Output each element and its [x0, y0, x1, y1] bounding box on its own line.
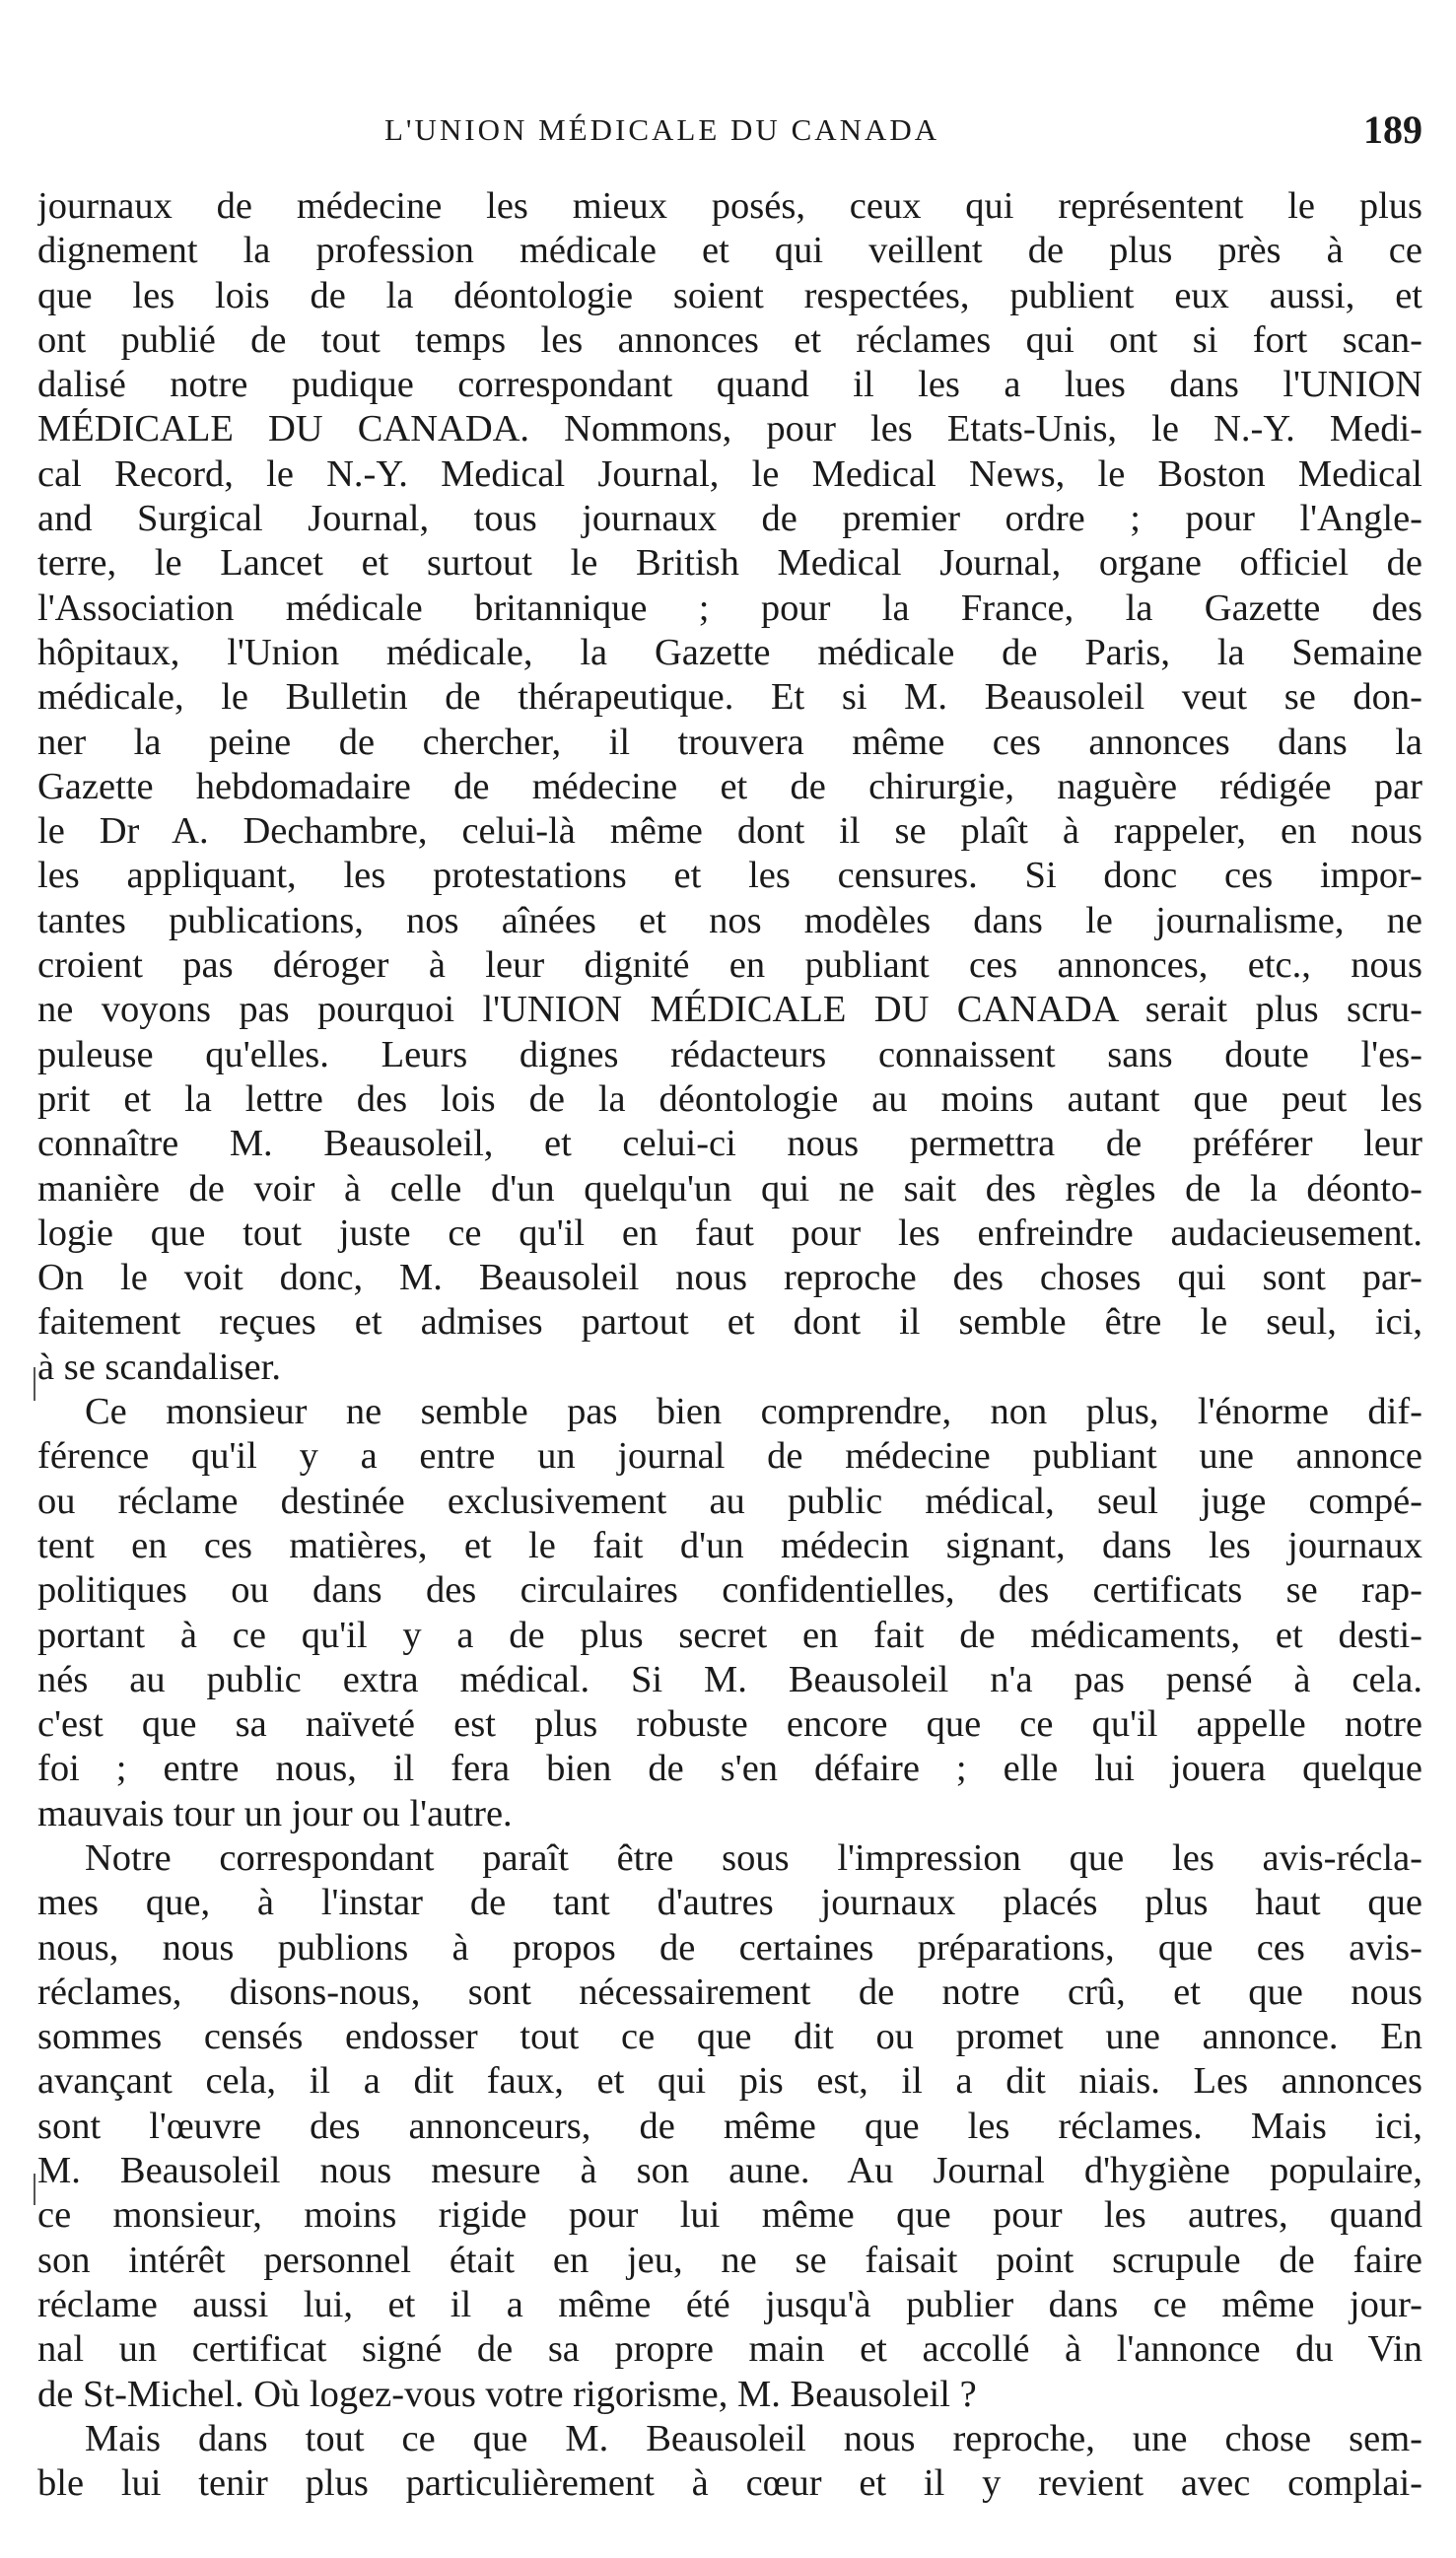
document-page: [37, 0, 1422, 2558]
text-line: prit et la lettre des lois de la déontologie au moins autant que peut les: [37, 1077, 1422, 1120]
text-line: nal un certificat signé de sa propre main et accollé à l'annonce du Vin: [37, 2328, 1422, 2371]
text-line: nés au public extra médical. Si M. Beausoleil n'a pas pensé à cela.: [37, 1658, 1422, 1700]
running-title: L'UNION MÉDICALE DU CANADA: [384, 112, 940, 147]
text-line: Ce monsieur ne semble pas bien comprendre, non plus, l'énorme dif-: [85, 1391, 1422, 1433]
text-line: and Surgical Journal, tous journaux de premier ordre ; pour l'Angle-: [37, 498, 1422, 540]
text-line: ont publié de tout temps les annonces et réclames qui ont si fort scan-: [37, 318, 1422, 361]
margin-mark: [34, 1367, 35, 1401]
text-line: hôpitaux, l'Union médicale, la Gazette médicale de Paris, la Semaine: [37, 631, 1422, 673]
text-line: sont l'œuvre des annonceurs, de même que les réclames. Mais ici,: [37, 2105, 1422, 2147]
text-line: dalisé notre pudique correspondant quand il les a lues dans l'UNION: [37, 364, 1422, 406]
text-line: les appliquant, les protestations et les censures. Si donc ces impor-: [37, 855, 1422, 897]
text-line: manière de voir à celle d'un quelqu'un qui ne sait des règles de la déonto-: [37, 1167, 1422, 1210]
text-line: logie que tout juste ce qu'il en faut pour les enfreindre audacieusement.: [37, 1211, 1422, 1254]
text-line: ble lui tenir plus particulièrement à cœur et il y revient avec complai-: [37, 2462, 1422, 2505]
text-line: médicale, le Bulletin de thérapeutique. Et si M. Beausoleil veut se don-: [37, 676, 1422, 719]
text-line: réclames, disons-nous, sont nécessairement de notre crû, et que nous: [37, 1970, 1422, 2013]
text-line: faitement reçues et admises partout et dont il semble être le seul, ici,: [37, 1301, 1422, 1344]
text-line: férence qu'il y a entre un journal de médecine publiant une annonce: [37, 1435, 1422, 1478]
text-line: mes que, à l'instar de tant d'autres journaux placés plus haut que: [37, 1882, 1422, 1924]
text-line: son intérêt personnel était en jeu, ne se faisait point scrupule de faire: [37, 2239, 1422, 2281]
page-number: 189: [1363, 107, 1422, 152]
text-line: que les lois de la déontologie soient respectées, publient eux aussi, et: [37, 274, 1422, 316]
text-line: connaître M. Beausoleil, et celui-ci nous permettra de préférer leur: [37, 1123, 1422, 1165]
text-line: croient pas déroger à leur dignité en publiant ces annonces, etc., nous: [37, 944, 1422, 987]
text-line: tent en ces matières, et le fait d'un médecin signant, dans les journaux: [37, 1524, 1422, 1566]
text-line: de St-Michel. Où logez-vous votre rigorisme, M. Beausoleil ?: [37, 2373, 977, 2415]
text-line: M. Beausoleil nous mesure à son aune. Au Journal d'hygiène populaire,: [37, 2150, 1422, 2192]
text-line: ne voyons pas pourquoi l'UNION MÉDICALE DU CANADA serait plus scru-: [37, 989, 1422, 1031]
running-header: [37, 106, 1422, 156]
text-line: ou réclame destinée exclusivement au public médical, seul juge compé-: [37, 1480, 1422, 1522]
text-line: nous, nous publions à propos de certaines préparations, que ces avis-: [37, 1926, 1422, 1969]
text-line: ce monsieur, moins rigide pour lui même que pour les autres, quand: [37, 2194, 1422, 2237]
body-text: [37, 184, 1422, 2506]
text-line: dignement la profession médicale et qui veillent de plus près à ce: [37, 230, 1422, 272]
text-line: mauvais tour un jour ou l'autre.: [37, 1792, 513, 1834]
text-line: puleuse qu'elles. Leurs dignes rédacteurs connaissent sans doute l'es-: [37, 1033, 1422, 1075]
text-line: le Dr A. Dechambre, celui-là même dont il se plaît à rappeler, en nous: [37, 810, 1422, 853]
text-line: réclame aussi lui, et il a même été jusqu'à publier dans ce même jour-: [37, 2283, 1422, 2325]
text-line: c'est que sa naïveté est plus robuste encore que ce qu'il appelle notre: [37, 1703, 1422, 1746]
text-line: ner la peine de chercher, il trouvera même ces annonces dans la: [37, 721, 1422, 763]
text-line: On le voit donc, M. Beausoleil nous reproche des choses qui sont par-: [37, 1257, 1422, 1299]
text-line: politiques ou dans des circulaires confidentielles, des certificats se rap-: [37, 1569, 1422, 1612]
margin-mark: [34, 2174, 35, 2205]
text-line: MÉDICALE DU CANADA. Nommons, pour les Etats-Unis, le N.-Y. Medi-: [37, 408, 1422, 450]
text-line: sommes censés endosser tout ce que dit ou promet une annonce. En: [37, 2016, 1422, 2058]
text-line: avançant cela, il a dit faux, et qui pis est, il a dit niais. Les annonces: [37, 2060, 1422, 2103]
text-line: l'Association médicale britannique ; pour la France, la Gazette des: [37, 587, 1422, 629]
text-line: Mais dans tout ce que M. Beausoleil nous reproche, une chose sem-: [85, 2417, 1422, 2459]
text-line: terre, le Lancet et surtout le British Medical Journal, organe officiel de: [37, 542, 1422, 585]
text-line: journaux de médecine les mieux posés, ceux qui représentent le plus: [37, 185, 1422, 227]
text-line: portant à ce qu'il y a de plus secret en fait de médicaments, et desti-: [37, 1614, 1422, 1656]
text-line: Notre correspondant paraît être sous l'impression que les avis-récla-: [85, 1836, 1422, 1879]
text-line: cal Record, le N.-Y. Medical Journal, le Medical News, le Boston Medical: [37, 452, 1422, 495]
text-line: à se scandaliser.: [37, 1346, 281, 1388]
text-line: Gazette hebdomadaire de médecine et de chirurgie, naguère rédigée par: [37, 765, 1422, 807]
text-line: tantes publications, nos aînées et nos modèles dans le journalisme, ne: [37, 899, 1422, 941]
text-line: foi ; entre nous, il fera bien de s'en défaire ; elle lui jouera quelque: [37, 1748, 1422, 1790]
